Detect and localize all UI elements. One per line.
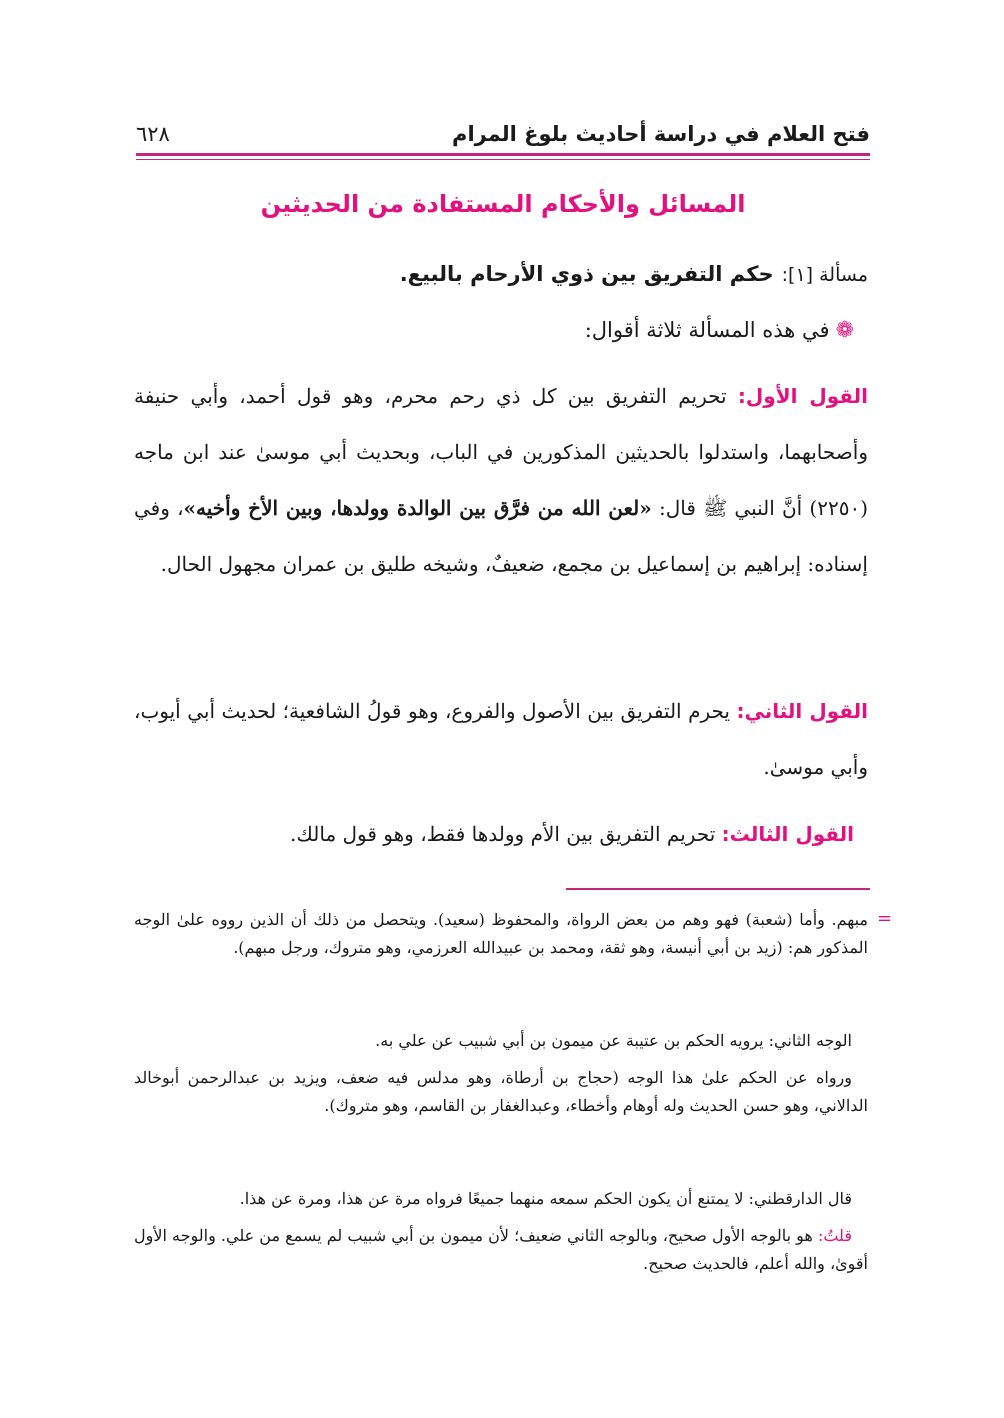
section-title: المسائل والأحكام المستفادة من الحديثين xyxy=(260,190,746,218)
header-rule-thick xyxy=(136,153,870,156)
issue-text: حكم التفريق بين ذوي الأرحام بالبيع. xyxy=(399,262,774,286)
third-opinion xyxy=(134,806,854,862)
footnote-rule xyxy=(566,888,870,890)
footnote-paragraph-2: الوجه الثاني: يرويه الحكم بن عتيبة عن ميمون بن أبي شبيب عن علي به. xyxy=(375,1031,852,1050)
hadith-quote: «لعن الله من فرَّق بين الوالدة وولدها، وبين الأخ وأخيه» xyxy=(183,496,652,520)
issue-label: مسألة [١]: xyxy=(781,264,868,286)
intro-line xyxy=(134,318,854,343)
page-header xyxy=(136,116,870,152)
first-opinion xyxy=(134,368,868,592)
first-opinion-text-end: ، وفي إسناده: إبراهيم بن إسماعيل بن مجمع، ضعيفٌ، وشيخه طليق بن عمران مجهول الحال. xyxy=(134,496,868,576)
footnote-paragraph-3: ورواه عن الحكم علىٰ هذا الوجه (حجاج بن أرطاة، وهو مدلس فيه ضعف، ويزيد بن عبدالرحمن أبوخالد الدالاني، وهو حسن الحديث وله أوهام وأخطاء، وعبدالغفار بن القاسم، وهو متروك). xyxy=(134,1068,868,1115)
footnote-continuation-marker: = xyxy=(877,908,893,929)
footnote-note-label: قلتُ: xyxy=(817,1226,852,1245)
page-number: ٦٢٨ xyxy=(136,122,170,146)
second-opinion-label: القول الثاني: xyxy=(736,699,868,723)
second-opinion xyxy=(134,683,868,795)
first-opinion-label: القول الأول: xyxy=(737,384,868,408)
third-opinion-label: القول الثالث: xyxy=(721,822,854,846)
first-opinion-text: تحريم التفريق بين كل ذي رحم محرم، وهو قول أحمد، وأبي حنيفة وأصحابهما، واستدلوا بالحديثين المذكورين في الباب، وبحديث أبي موسىٰ عند ابن ماجه (٢٢٥٠) أنَّ النبي ﷺ قال: xyxy=(134,384,869,520)
second-opinion-text: يحرم التفريق بين الأصول والفروع، وهو قولُ الشافعية؛ لحديث أبي أيوب، وأبي موسىٰ. xyxy=(134,699,868,779)
intro-text: في هذه المسألة ثلاثة أقوال: xyxy=(584,318,830,342)
footnote-paragraph-5 xyxy=(134,1222,868,1278)
header-rule-thin xyxy=(136,159,870,160)
third-opinion-text: تحريم التفريق بين الأم وولدها فقط، وهو قول مالك. xyxy=(290,822,716,846)
issue-heading xyxy=(134,262,868,286)
running-title: فتح العلام في دراسة أحاديث بلوغ المرام xyxy=(452,122,870,146)
footnote-paragraph-1: مبهم. وأما (شعبة) فهو وهم من بعض الرواة، والمحفوظ (سعيد). ويتحصل من ذلك أن الذين رووه علىٰ الوجه المذكور هم: (زيد بن أبي أنيسة، وهو ثقة، ومحمد بن عبيدالله العرزمي، وهو متروك، ورجل مبهم). xyxy=(134,910,868,957)
footnote-paragraph-4: قال الدارقطني: لا يمتنع أن يكون الحكم سمعه منهما جميعًا فرواه مرة عن هذا، ومرة عن هذا. xyxy=(239,1189,852,1208)
footnote-note-text: هو بالوجه الأول صحيح، وبالوجه الثاني ضعيف؛ لأن ميمون بن أبي شبيب لم يسمع من علي. والوجه الأول أقوىٰ، والله أعلم، فالحديث صحيح. xyxy=(134,1226,868,1273)
flower-ornament-icon: ❁ xyxy=(835,318,854,343)
